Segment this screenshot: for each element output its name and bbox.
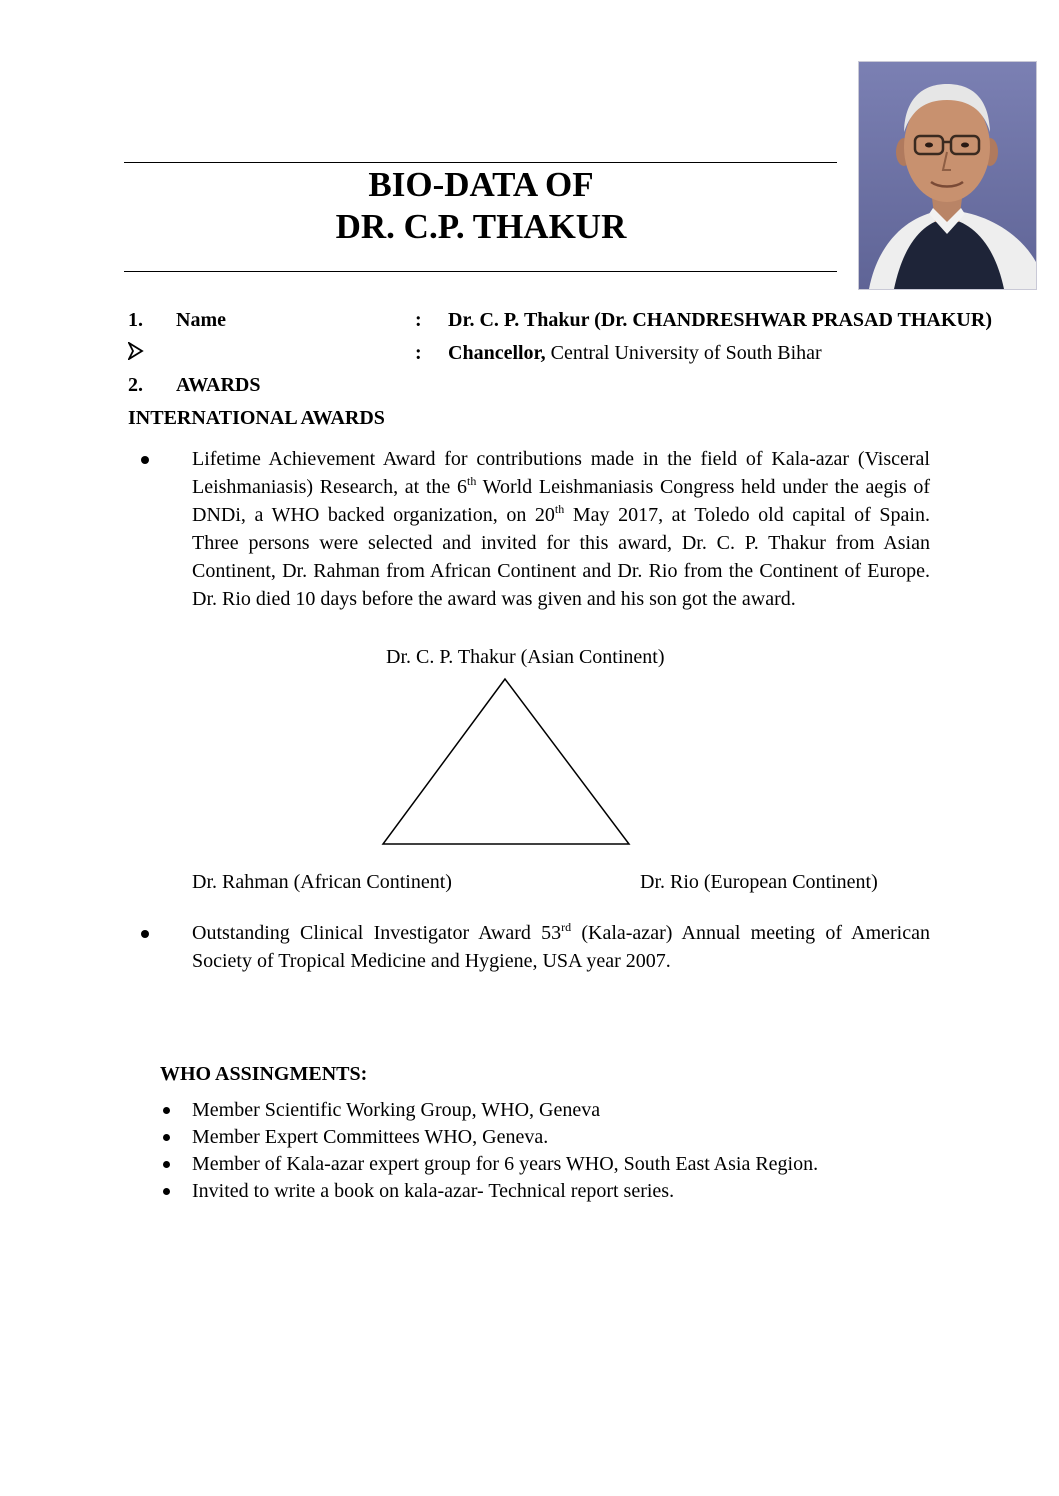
position-title: Chancellor, bbox=[448, 342, 546, 364]
bullet-icon bbox=[163, 1188, 170, 1195]
list-item: Member Scientific Working Group, WHO, Geneva bbox=[160, 1097, 818, 1124]
portrait-photo bbox=[858, 61, 1037, 290]
triangle-diagram bbox=[380, 676, 632, 848]
triangle-left-label: Dr. Rahman (African Continent) bbox=[192, 871, 452, 893]
header-bottom-rule bbox=[124, 271, 837, 272]
list-item: Member Expert Committees WHO, Geneva. bbox=[160, 1124, 818, 1151]
who-assignments-list bbox=[160, 1097, 818, 1205]
name-row-number: 1. bbox=[128, 309, 143, 331]
position-row-separator: : bbox=[415, 342, 422, 364]
name-row-separator: : bbox=[415, 309, 422, 331]
bullet-icon bbox=[163, 1161, 170, 1168]
award2-paragraph: Outstanding Clinical Investigator Award 53rd (Kala-azar) Annual meeting of American Society of Tropical Medicine and Hygiene, USA year 2007. bbox=[192, 920, 930, 972]
bullet-icon bbox=[163, 1107, 170, 1114]
portrait-illustration bbox=[859, 62, 1036, 289]
award2-bullet-icon bbox=[141, 930, 149, 938]
page-title-line-1: BIO-DATA OF bbox=[368, 165, 594, 204]
page-title-line-2: DR. C.P. THAKUR bbox=[335, 207, 627, 246]
triangle-top-label: Dr. C. P. Thakur (Asian Continent) bbox=[386, 646, 665, 668]
award1-bullet-icon bbox=[141, 456, 149, 464]
who-heading: WHO ASSINGMENTS: bbox=[160, 1063, 368, 1085]
arrowhead-bullet-icon bbox=[128, 342, 144, 360]
bullet-icon bbox=[163, 1134, 170, 1141]
international-awards-heading: INTERNATIONAL AWARDS bbox=[128, 407, 385, 429]
list-item: Invited to write a book on kala-azar- Technical report series. bbox=[160, 1178, 818, 1205]
awards-heading: AWARDS bbox=[176, 374, 261, 396]
position-row-value bbox=[448, 341, 822, 365]
award1-paragraph: Lifetime Achievement Award for contributions made in the field of Kala-azar (Visceral Leishmaniasis) Research, at the 6th World Leishmaniasis Congress held under the aegis of DNDi, a WHO backed organization, on 20th May 2017, at Toledo old capital of Spain. Three persons were selected and invited for this award, Dr. C. P. Thakur from Asian Continent, Dr. Rahman from African Continent and Dr. Rio from the Continent of Europe. Dr. Rio died 10 days before the award was given and his son got the award. bbox=[192, 448, 930, 610]
position-institution: Central University of South Bihar bbox=[550, 342, 822, 364]
awards-number: 2. bbox=[128, 374, 143, 396]
name-row-label: Name bbox=[176, 309, 226, 331]
triangle-right-label: Dr. Rio (European Continent) bbox=[640, 871, 878, 893]
list-item: Member of Kala-azar expert group for 6 years WHO, South East Asia Region. bbox=[160, 1151, 818, 1178]
name-row-value: Dr. C. P. Thakur (Dr. CHANDRESHWAR PRASAD THAKUR) bbox=[448, 309, 992, 331]
